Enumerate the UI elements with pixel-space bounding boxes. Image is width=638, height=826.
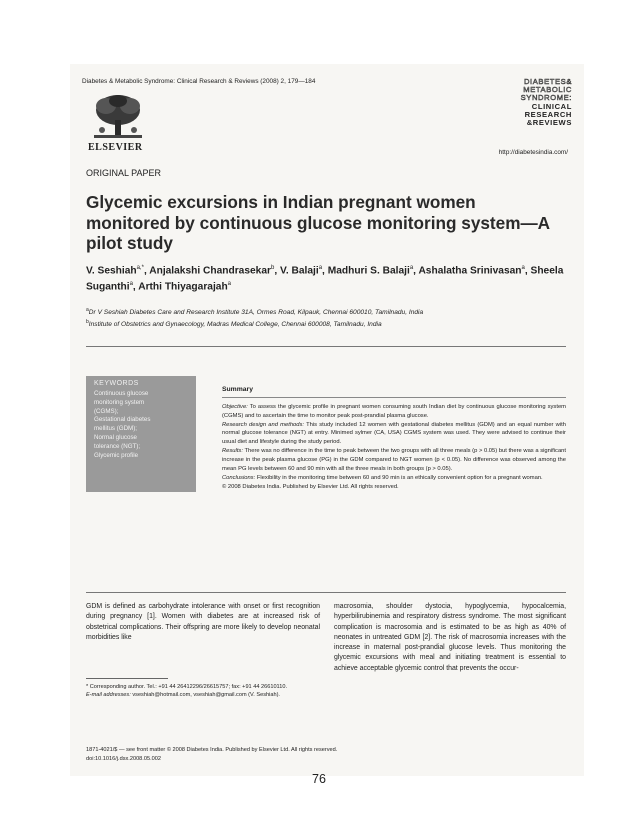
author-separator: , — [524, 265, 531, 277]
author-separator: , — [322, 265, 328, 277]
affiliations — [86, 306, 566, 330]
journal-logo-line: CLINICAL — [531, 101, 572, 111]
author-affiliation-mark: a — [227, 280, 232, 287]
email-addresses: vseshiah@hotmail.com, vseshiah@gmail.com (V. Seshiah). — [132, 692, 280, 699]
summary-title: Summary — [222, 386, 253, 393]
author-separator: , — [274, 265, 280, 277]
abstract-summary — [222, 386, 566, 492]
journal-logo — [498, 78, 572, 146]
author-name: Ashalatha Srinivasan — [418, 265, 522, 277]
journal-logo-line: RESEARCH — [524, 109, 572, 119]
author-name: V. Seshiah — [86, 265, 137, 277]
author-affiliation-mark: a — [409, 265, 414, 271]
affiliation-text: Dr V Seshiah Diabetes Care and Research Institute 31A, Ormes Road, Kilpauk, Chennai 600010, Tamilnadu, India — [88, 309, 424, 317]
summary-design-text: This study included 12 women with gestational diabetes mellitus (GDM) and an equal number with normal glucose tolerance (NGT) at entry. Minimed sylmer (CA, USA) CGMS system was used. They were advised to continue their usual diet and lifestyle during the study period. — [222, 421, 566, 446]
email-note — [86, 691, 320, 699]
keyword-item: monitoring system — [94, 398, 145, 406]
author-affiliation-mark: a — [521, 265, 525, 271]
abstract-divider-bottom — [86, 592, 566, 593]
summary-conclusions-text: Flexibility in the monitoring time between 60 and 90 min is an ethically convenient option for a pregnant woman. — [256, 474, 543, 481]
elsevier-tree-icon — [88, 92, 148, 140]
summary-design-label: Research design and methods: — [222, 421, 305, 428]
author-affiliation-mark: a — [318, 265, 323, 271]
keywords-box — [86, 376, 196, 492]
body-paragraph-left: GDM is defined as carbohydrate intolerance with onset or first recognition during pregnancy [1]. Women with diabetes are at increased risk of obstetrical complications. Their offspring are more likely to develop neonatal morbidities like — [86, 603, 320, 641]
summary-conclusions-label: Conclusions: — [222, 474, 256, 481]
affiliation-mark: b — [86, 318, 89, 325]
author-separator: , — [143, 265, 150, 277]
summary-conclusions — [222, 474, 566, 483]
keyword-item: Glycemic profile — [94, 451, 139, 459]
keywords-title: KEYWORDS — [94, 380, 139, 387]
keyword-item: Continuous glucose — [94, 390, 149, 397]
journal-logo-line: DIABETES& — [523, 77, 572, 86]
scanned-article-page — [70, 64, 584, 776]
author-list — [86, 262, 566, 294]
summary-divider — [222, 397, 566, 398]
author-name: Anjalakshi Chandrasekar — [149, 265, 271, 277]
author-name: V. Balaji — [280, 265, 319, 277]
summary-results-label: Results: — [222, 448, 243, 455]
author-name: Madhuri S. Balaji — [327, 265, 410, 277]
summary-results-text: There was no difference in the time to peak between the two groups with all three meals (p > 0.05) but there was a significant increase in the peak plasma glucose (PG) in the GDM compared to NGT women (p < 0.05). No difference was observed among the mean PG levels between 60 and 90 min with all the three meals in both groups (p > 0.05). — [222, 448, 566, 472]
affiliation-line — [86, 318, 566, 330]
front-matter-info — [86, 746, 566, 763]
publisher-name: ELSEVIER — [88, 142, 143, 153]
author-affiliation-mark: a — [129, 280, 133, 287]
page-number: 76 — [312, 772, 326, 786]
body-paragraph-right: macrosomia, shoulder dystocia, hypoglycemia, hypocalcemia, hyperbilirubinemia and respiratory distress syndrome. The most significant complication is macrosomia and is estimated to be as high as 40% of neonates in untreated GDM [2]. The risk of macrosomia increases with the increase in maternal post-prandial glucose levels. Thus monitoring the glycemic excursions with meal and initiating treatment is essential to achieve acceptable glycemic control that prevents the occur- — [334, 603, 566, 672]
journal-citation: Diabetes & Metabolic Syndrome: Clinical Research & Reviews (2008) 2, 179—184 — [82, 78, 316, 85]
affiliation-text: Institute of Obstetrics and Gynaecology, Madras Medical College, Chennai 600008, Tamilnadu, India — [88, 320, 382, 328]
email-label: E-mail addresses: — [86, 692, 131, 699]
footnote-divider — [86, 678, 168, 679]
keyword-item: tolerance (NGT); — [94, 442, 141, 450]
journal-url-link[interactable]: http://diabetesindia.com/ — [498, 149, 568, 156]
affiliation-mark: a — [86, 307, 89, 313]
issn-line: 1871-4021/$ — see front matter © 2008 Diabetes India. Published by Elsevier Ltd. All rights reserved. — [86, 747, 338, 753]
body-column-right — [334, 602, 566, 674]
doi-line: doi:10.1016/j.dsx.2008.05.002 — [86, 755, 161, 762]
summary-objective-text: To assess the glycemic profile in pregnant women consuming south Indian diet by continuous glucose monitoring system (CGMS) and to ascertain the time to monitor peak post-prandial plasma glucose. — [222, 403, 566, 419]
author-separator: , — [132, 281, 139, 293]
journal-logo-line: &REVIEWS — [526, 118, 572, 128]
footnotes — [86, 683, 320, 700]
keyword-item: mellitus (GDM); — [94, 425, 137, 433]
author-affiliation-mark: a,* — [136, 265, 144, 271]
abstract-divider-top — [86, 346, 566, 347]
summary-design — [222, 421, 566, 447]
journal-logo-line: METABOLIC — [523, 85, 572, 95]
keyword-item: Gestational diabetes — [94, 416, 151, 424]
corresponding-author-note: * Corresponding author. Tel.: +91 44 26412296/26615757; fax: +91 44 26610110. — [86, 684, 288, 690]
author-affiliation-mark: b — [270, 265, 275, 271]
journal-logo-line: SYNDROME: — [520, 93, 572, 103]
author-separator: , — [413, 265, 419, 277]
affiliation-line — [86, 306, 566, 318]
author-name: Arthi Thiyagarajah — [138, 281, 228, 293]
body-column-left — [86, 602, 320, 643]
keyword-item: Normal glucose — [94, 433, 137, 441]
section-label: ORIGINAL PAPER — [86, 168, 162, 178]
keyword-item: (CGMS); — [94, 407, 119, 415]
summary-objective — [222, 403, 566, 420]
summary-objective-label: Objective: — [222, 403, 248, 410]
author-name: Sheela Suganthi — [86, 265, 564, 293]
summary-results — [222, 447, 566, 473]
summary-copyright: © 2008 Diabetes India. Published by Elsevier Ltd. All rights reserved. — [222, 484, 399, 491]
article-title: Glycemic excursions in Indian pregnant women monitored by continuous glucose monitoring system—A pilot study — [86, 192, 550, 253]
